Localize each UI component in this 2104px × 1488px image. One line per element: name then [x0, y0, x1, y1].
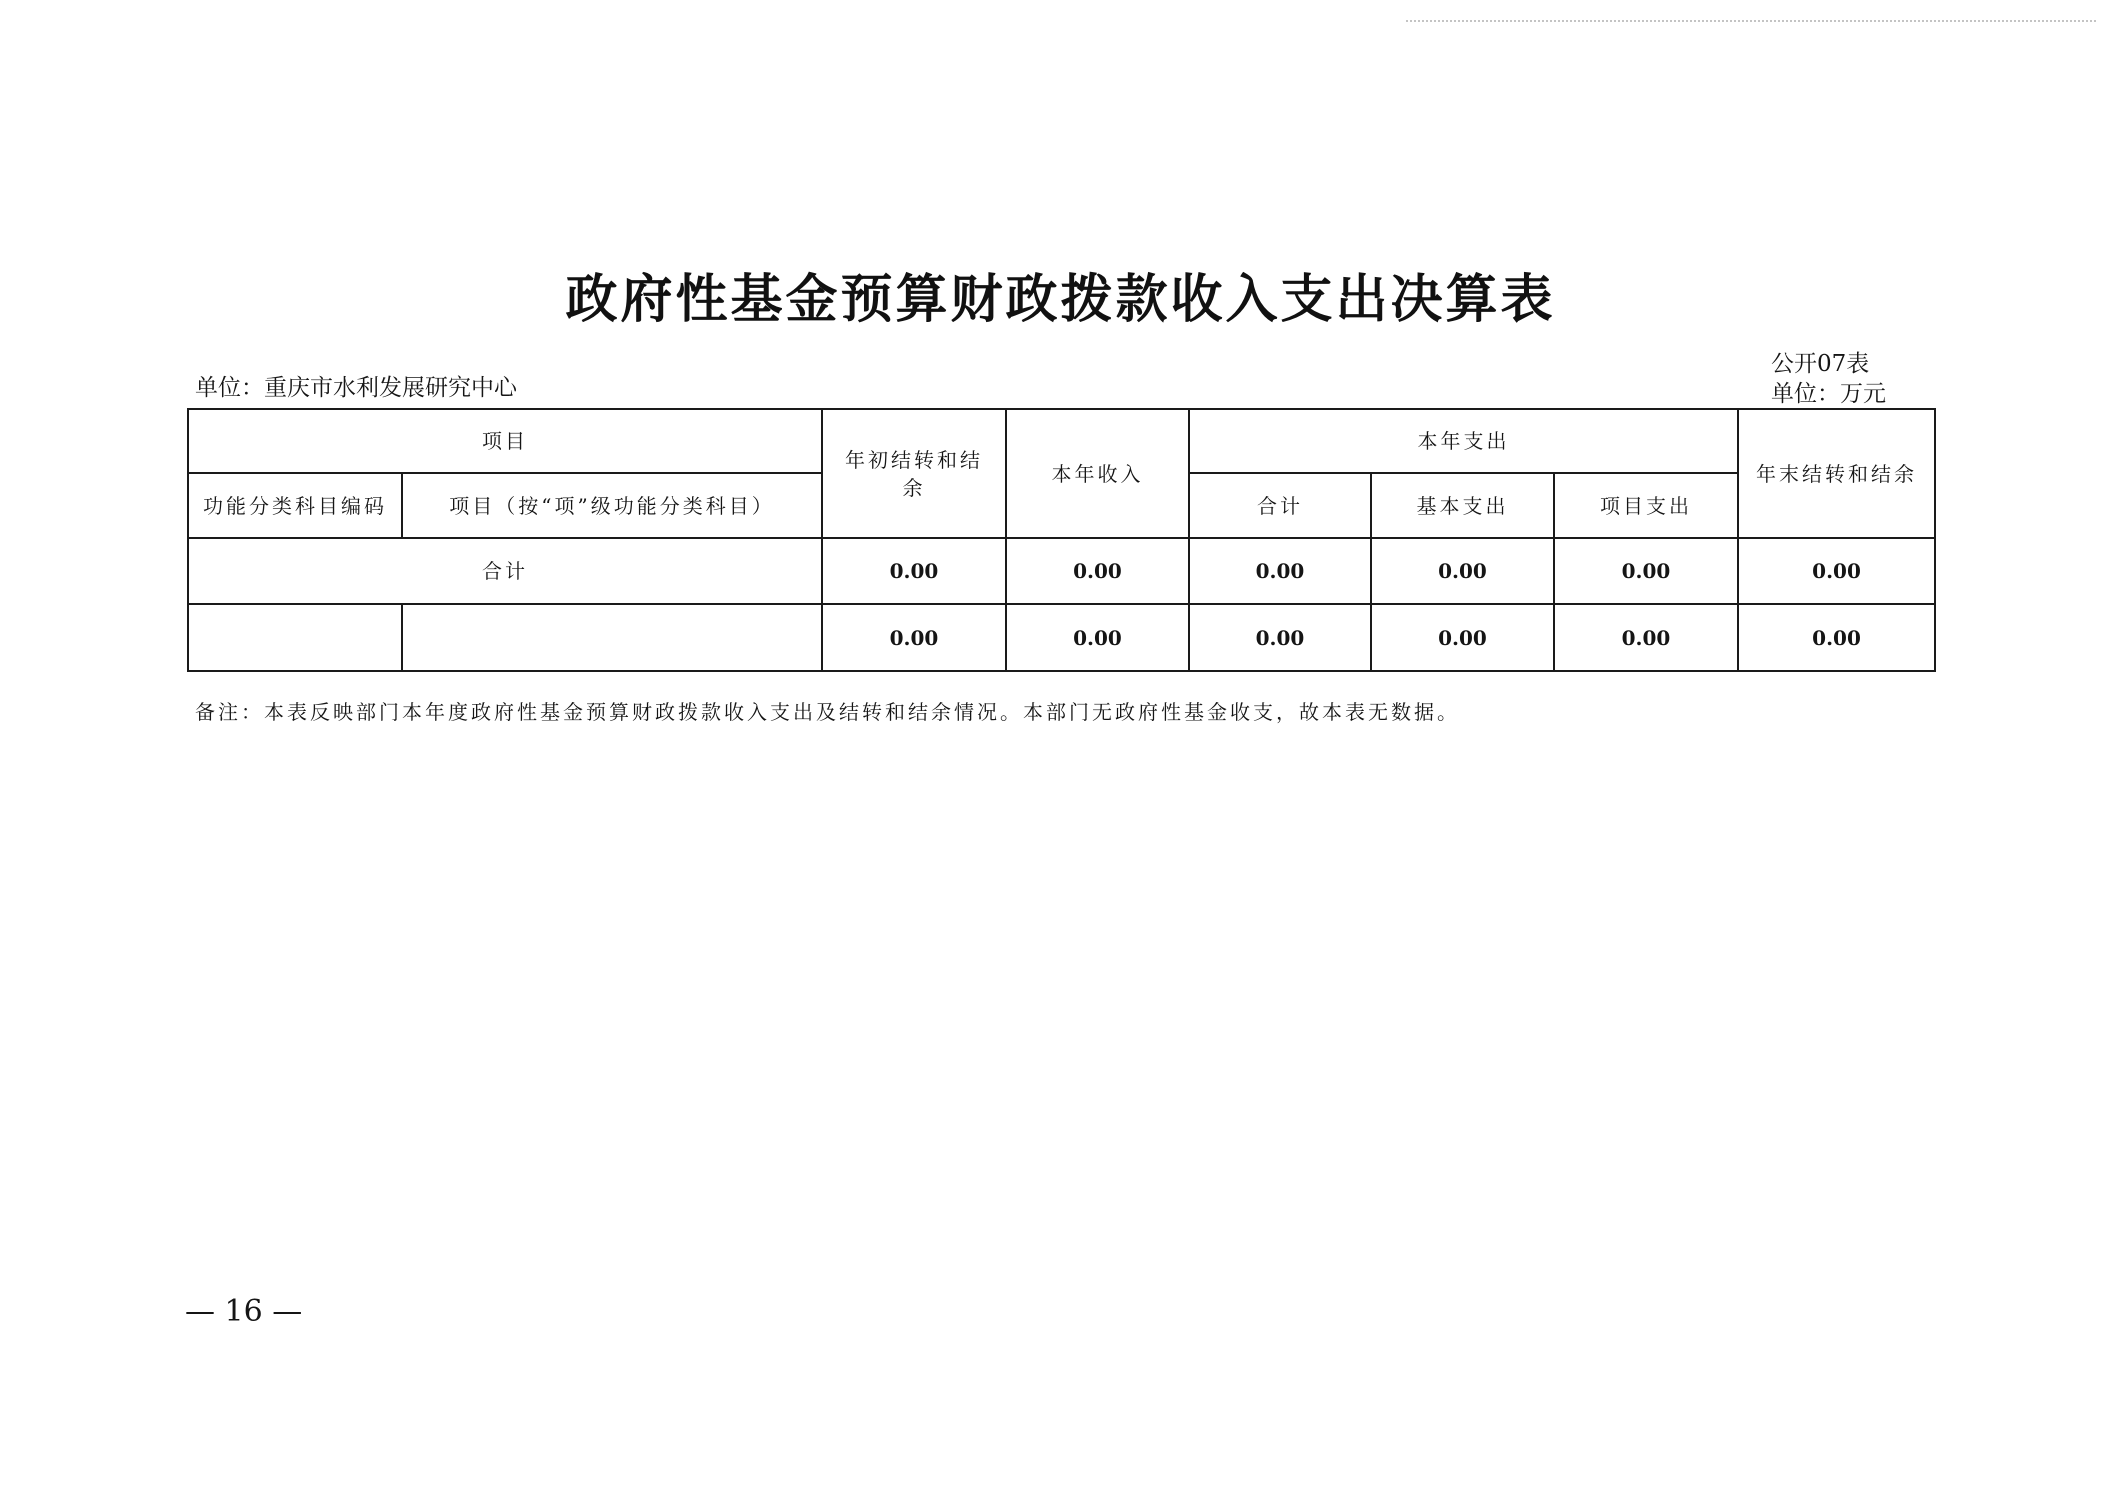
row-income: 0.00: [1006, 604, 1189, 671]
total-end-balance: 0.00: [1738, 538, 1935, 604]
total-expense-total: 0.00: [1189, 538, 1371, 604]
row-func-code: [188, 604, 402, 671]
header-func-code: 功能分类科目编码: [188, 473, 402, 538]
header-project-group: 项目: [188, 409, 822, 473]
page-number: — 16 —: [185, 1294, 303, 1329]
row-end-balance: 0.00: [1738, 604, 1935, 671]
header-income: 本年收入: [1006, 409, 1189, 538]
header-expense-total: 合计: [1189, 473, 1371, 538]
total-income: 0.00: [1006, 538, 1189, 604]
table-note: 备注：本表反映部门本年度政府性基金预算财政拨款收入支出及结转和结余情况。本部门无政府性基金收支，故本表无数据。: [195, 700, 1460, 724]
budget-table: [187, 408, 1936, 672]
row-expense-basic: 0.00: [1371, 604, 1554, 671]
table-number: 公开07表: [1771, 351, 1870, 377]
header-expense-group: 本年支出: [1189, 409, 1738, 473]
page-title: 政府性基金预算财政拨款收入支出决算表: [565, 269, 1556, 330]
scan-edge-line: [1406, 20, 2096, 22]
total-expense-basic: 0.00: [1371, 538, 1554, 604]
total-begin-balance: 0.00: [822, 538, 1006, 604]
header-row-1: [188, 409, 1935, 473]
row-expense-total: 0.00: [1189, 604, 1371, 671]
header-expense-basic: 基本支出: [1371, 473, 1554, 538]
header-func-name: 项目（按“项”级功能分类科目）: [402, 473, 822, 538]
row-begin-balance: 0.00: [822, 604, 1006, 671]
row-func-name: [402, 604, 822, 671]
table-row: [188, 604, 1935, 671]
total-expense-project: 0.00: [1554, 538, 1738, 604]
header-end-balance: 年末结转和结余: [1738, 409, 1935, 538]
currency-unit: 单位：万元: [1771, 381, 1886, 407]
total-label: 合计: [188, 538, 822, 604]
organization-unit: 单位：重庆市水利发展研究中心: [195, 375, 517, 401]
row-expense-project: 0.00: [1554, 604, 1738, 671]
header-expense-project: 项目支出: [1554, 473, 1738, 538]
header-begin-balance-label: 年初结转和结余: [845, 447, 983, 500]
header-begin-balance: [822, 409, 1006, 538]
table-row-total: [188, 538, 1935, 604]
